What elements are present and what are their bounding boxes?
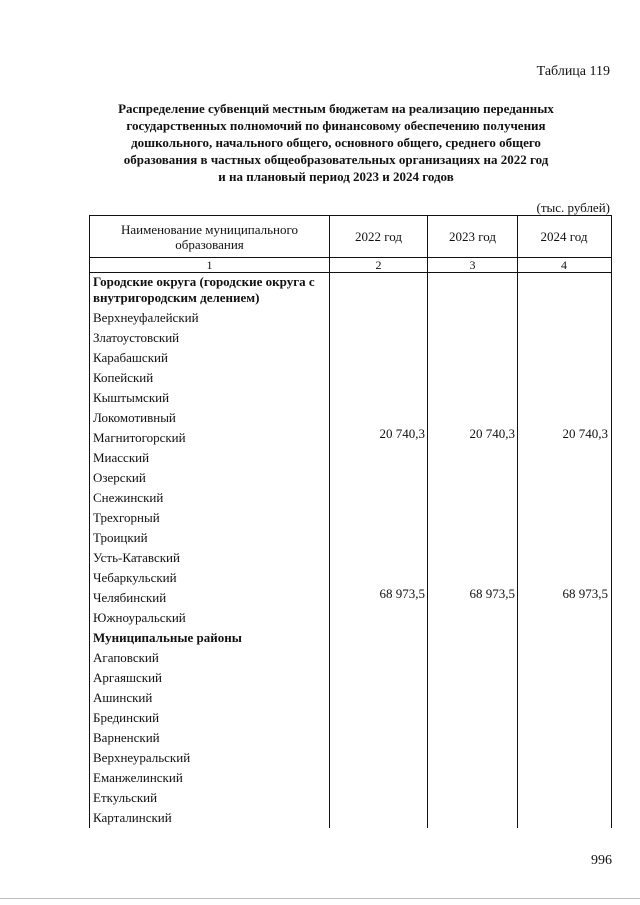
value-cell-2022: 20 740,3 — [379, 426, 425, 441]
table-row: Карабашский — [93, 350, 168, 365]
table-row: Локомотивный — [93, 410, 176, 425]
scan-edge-line — [0, 898, 640, 899]
group-heading-districts: Муниципальные районы — [93, 630, 242, 645]
header-name: Наименование муниципального образования — [120, 221, 299, 252]
table-row: Троицкий — [93, 530, 148, 545]
table-row: Магнитогорский — [93, 430, 186, 445]
number-row-divider — [90, 272, 611, 273]
table-row: Аргаяшский — [93, 670, 162, 685]
group-heading-urban: Городские округа (городские округа с внутригородским делением) — [93, 274, 315, 305]
table-row: Миасский — [93, 450, 150, 465]
title-line: и на плановый период 2023 и 2024 годов — [218, 169, 454, 184]
column-number: 1 — [206, 257, 213, 272]
table-row: Чебаркульский — [93, 570, 177, 585]
table-row: Еманжелинский — [93, 770, 183, 785]
value-cell-2023: 20 740,3 — [469, 426, 515, 441]
table-row: Копейский — [93, 370, 154, 385]
title-line: образования в частных общеобразовательных организациях на 2022 год — [123, 152, 549, 167]
table-row: Челябинский — [93, 590, 167, 605]
header-2023: 2023 год — [449, 229, 496, 244]
column-number: 3 — [469, 257, 476, 272]
value-cell-2023: 68 973,5 — [469, 586, 515, 601]
column-divider — [427, 216, 428, 828]
value-cell-2024: 20 740,3 — [562, 426, 608, 441]
table-row: Усть-Катавский — [93, 550, 180, 565]
title-line: дошкольного, начального общего, основного общего, среднего общего — [131, 135, 541, 150]
table-row: Снежинский — [93, 490, 164, 505]
table-body — [93, 274, 323, 828]
table-row: Агаповский — [93, 650, 159, 665]
column-number: 2 — [375, 257, 382, 272]
title-line: Распределение субвенций местным бюджетам на реализацию переданных — [118, 101, 554, 116]
table-row: Варненский — [93, 730, 160, 745]
column-number: 4 — [561, 257, 567, 272]
table-row: Ашинский — [93, 690, 153, 705]
table-row: Златоустовский — [93, 330, 180, 345]
units-label: (тыс. рублей) — [536, 200, 610, 215]
table-row: Южноуральский — [93, 610, 186, 625]
table-row: Трехгорный — [93, 510, 160, 525]
table-row: Брединский — [93, 710, 160, 725]
value-cell-2022: 68 973,5 — [379, 586, 425, 601]
column-divider — [517, 216, 518, 828]
table-row: Верхнеуфалейский — [93, 310, 199, 325]
header-2024: 2024 год — [540, 229, 588, 244]
table-row: Карталинский — [93, 810, 172, 825]
table-row: Верхнеуральский — [93, 750, 191, 765]
table-row: Озерский — [93, 470, 146, 485]
document-title — [96, 100, 576, 185]
table-number: Таблица 119 — [536, 64, 610, 79]
column-divider — [329, 216, 330, 828]
title-line: государственных полномочий по финансовому обеспечению получения — [126, 118, 546, 133]
subventions-table — [89, 215, 612, 828]
header-2022: 2022 год — [355, 229, 402, 244]
table-row: Еткульский — [93, 790, 158, 805]
page-number: 996 — [591, 853, 612, 868]
table-row: Кыштымский — [93, 390, 170, 405]
value-cell-2024: 68 973,5 — [562, 586, 608, 601]
